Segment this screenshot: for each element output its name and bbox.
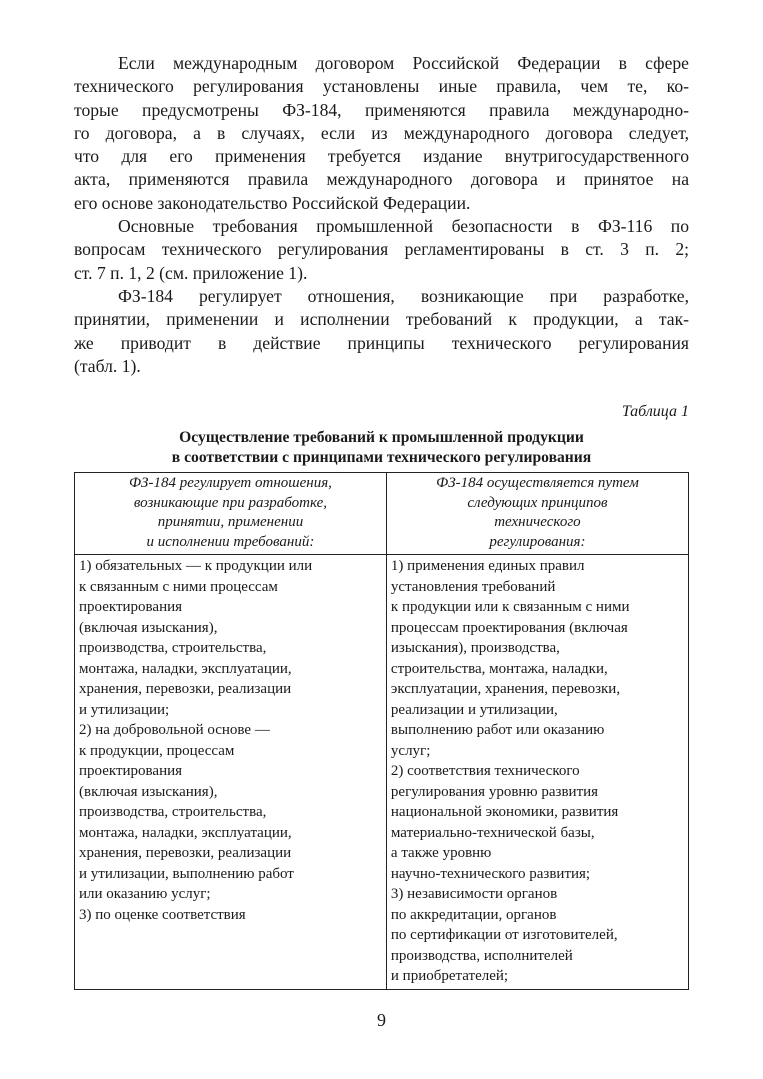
paragraph-line: ФЗ-184 регулирует отношения, возникающие при разработке, [118,285,689,306]
table-header-line: принятии, применении [157,514,304,531]
table-cell-line: производства, исполнителей [390,947,573,964]
table-cell-line: 1) обязательных — к продукции или [79,558,313,575]
table-cell-line: установления требований [390,578,556,595]
table-cell-line: изыскания), производства, [390,640,560,657]
table-cell-line: 3) независимости органов [390,886,558,903]
table-cell-line: регулирования уровню развития [390,783,599,800]
table-header-line: следующих принципов [467,494,608,511]
table-header-line: ФЗ-184 регулирует отношения, [128,475,332,492]
paragraph-line: (табл. 1). [74,355,141,376]
paragraph-line: Основные требования промышленной безопасности в ФЗ-116 по [118,216,689,237]
paragraph [74,285,689,378]
paragraph-line: вопросам технического регулирования регламентированы в ст. 3 п. 2; [74,239,689,260]
table-label: Таблица 1 [621,403,689,421]
table-cell-line: монтажа, наладки, эксплуатации, [79,660,292,677]
table-header-cell-regulates [75,473,387,555]
paragraph-line: акта, применяются правила международного договора и принятое на [74,169,689,190]
table-cell-line: материально-технической базы, [390,824,595,841]
table-cell-line: строительства, монтажа, наладки, [390,660,608,677]
table-cell-line: проектирования [79,599,183,616]
table-cell-line: процессам проектирования (включая [390,619,628,636]
paragraph [74,52,689,215]
table-cell-line: хранения, перевозки, реализации [79,845,292,862]
table-header-row [75,473,689,555]
table-cell-line: (включая изыскания), [79,619,218,636]
paragraph-line: торые предусмотрены ФЗ-184, применяются правила международно- [74,99,689,120]
page-content [74,52,689,990]
paragraph-line: что для его применения требуется издание внутригосударственного [74,146,689,167]
table-cell-line: выполнению работ или оказанию [390,722,605,739]
table-cell-line: производства, строительства, [79,804,267,821]
table-cell-line: (включая изыскания), [79,783,218,800]
table-cell-line: хранения, перевозки, реализации [79,681,292,698]
table-header-line: ФЗ-184 осуществляется путем [436,475,639,492]
table-cell-line: производства, строительства, [79,640,267,657]
table-cell-line: 3) по оценке соответствия [79,906,246,923]
table-cell-line: научно-технического развития; [390,865,591,882]
table-cell-line: а также уровню [390,845,492,862]
table-cell-line: 2) на добровольной основе — [79,722,270,739]
table-cell-line: или оказанию услуг; [79,886,211,903]
table-cell-line: услуг; [390,742,431,759]
table-title-line: Осуществление требований к промышленной продукции [179,429,584,447]
table-cell-line: эксплуатации, хранения, перевозки, [390,681,621,698]
table-cell-line: и приобретателей; [390,968,509,985]
paragraph-line: же приводит в действие принципы технического регулирования [74,332,689,353]
table-cell-line: к связанным с ними процессам [79,578,278,595]
table-row [75,555,689,990]
table-header-line: возникающие при разработке, [133,494,328,511]
table-header-cell-principles [386,473,688,555]
requirements-table [74,472,689,990]
table-cell-requirements [75,555,387,990]
table-cell-line: монтажа, наладки, эксплуатации, [79,824,292,841]
paragraph-line: Если международным договором Российской Федерации в сфере [118,53,689,73]
table-title-line: в соответствии с принципами технического регулирования [171,448,592,466]
table-cell-line: по аккредитации, органов [390,906,557,923]
page-number: 9 [377,1010,386,1030]
paragraph-line: его основе законодательство Российской Федерации. [74,192,471,213]
table-header-line: и исполнении требований: [146,533,315,550]
table-cell-line: и утилизации, выполнению работ [79,865,294,882]
table-cell-line: 2) соответствия технического [390,763,580,780]
paragraph-line: принятии, применении и исполнении требований к продукции, а так- [74,309,689,330]
paragraph-line: технического регулирования установлены иные правила, чем те, ко- [74,76,689,97]
table-cell-line: 1) применения единых правил [390,558,585,575]
table-cell-line: к продукции, процессам [79,742,235,759]
paragraph [74,215,689,285]
table-title [74,428,689,467]
table-cell-line: национальной экономики, развития [390,804,619,821]
table-cell-line: реализации и утилизации, [390,701,558,718]
table-header-line: регулирования: [489,533,586,550]
table-cell-line: проектирования [79,763,183,780]
table-cell-line: к продукции или к связанным с ними [390,599,630,616]
paragraph-line: ст. 7 п. 1, 2 (см. приложение 1). [74,262,308,283]
table-header-line: технического [494,514,581,531]
paragraph-line: го договора, а в случаях, если из международного договора следует, [74,122,689,143]
table-cell-principles [386,555,688,990]
body-text [74,52,689,378]
table-cell-line: и утилизации; [79,701,170,718]
table-cell-line: по сертификации от изготовителей, [390,927,618,944]
